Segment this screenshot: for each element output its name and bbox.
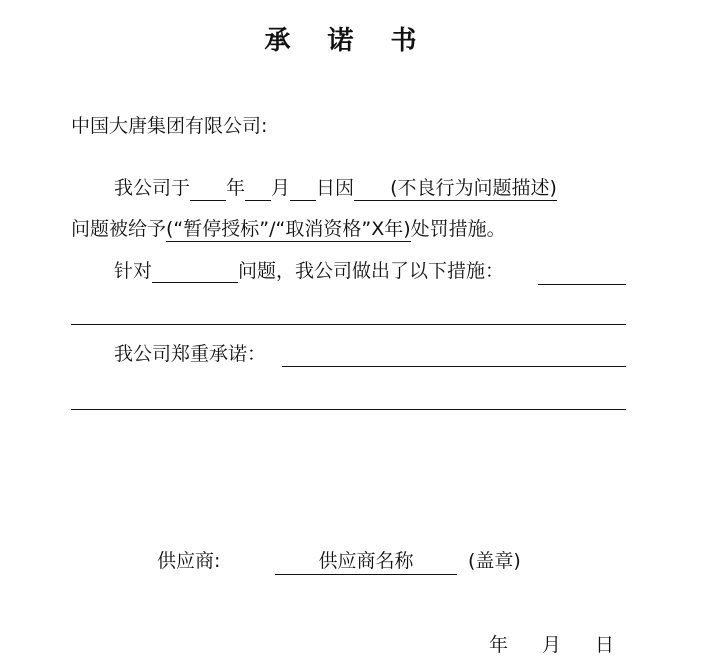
para1-line2-prefix: 问题被给予 <box>71 218 167 240</box>
para1-line1 <box>114 176 557 201</box>
para1-prefix: 我公司于 <box>114 177 191 199</box>
year-blank <box>190 178 226 201</box>
commitment-blank-line <box>71 409 626 410</box>
reason-blank <box>354 178 390 201</box>
seal-label: (盖章) <box>468 550 521 572</box>
para1-line2 <box>71 217 506 241</box>
para2-middle: 问题，我公司做出了以下措施： <box>238 260 505 282</box>
para2-prefix: 针对 <box>114 260 153 282</box>
problem-blank <box>152 260 238 283</box>
measures-blank-line <box>71 324 626 325</box>
day-blank <box>290 178 316 201</box>
para2-line <box>114 259 504 283</box>
para1-line2-suffix: 处罚措施。 <box>410 218 506 240</box>
para1-month-label: 月 <box>271 177 291 199</box>
document-title: 承 诺 书 <box>264 26 431 56</box>
para3-prefix: 我公司郑重承诺： <box>114 343 267 365</box>
date-day-label: 日 <box>595 634 615 656</box>
para1-year-label: 年 <box>226 177 246 199</box>
para1-day-reason: 日因 <box>316 177 355 199</box>
date-year-label: 年 <box>489 634 509 656</box>
commitment-blank-tail <box>282 366 626 367</box>
measures-blank-tail <box>538 284 626 285</box>
date-month-label: 月 <box>542 634 562 656</box>
para3-line <box>114 342 266 366</box>
recipient-line: 中国大唐集团有限公司: <box>71 115 268 137</box>
supplier-name: 供应商名称 <box>275 549 457 575</box>
penalty-description: (“暂停授标”/“取消资格”X年) <box>166 218 411 240</box>
supplier-label: 供应商: <box>157 550 221 572</box>
issue-description: (不良行为问题描述) <box>390 177 557 199</box>
month-blank <box>245 178 271 201</box>
